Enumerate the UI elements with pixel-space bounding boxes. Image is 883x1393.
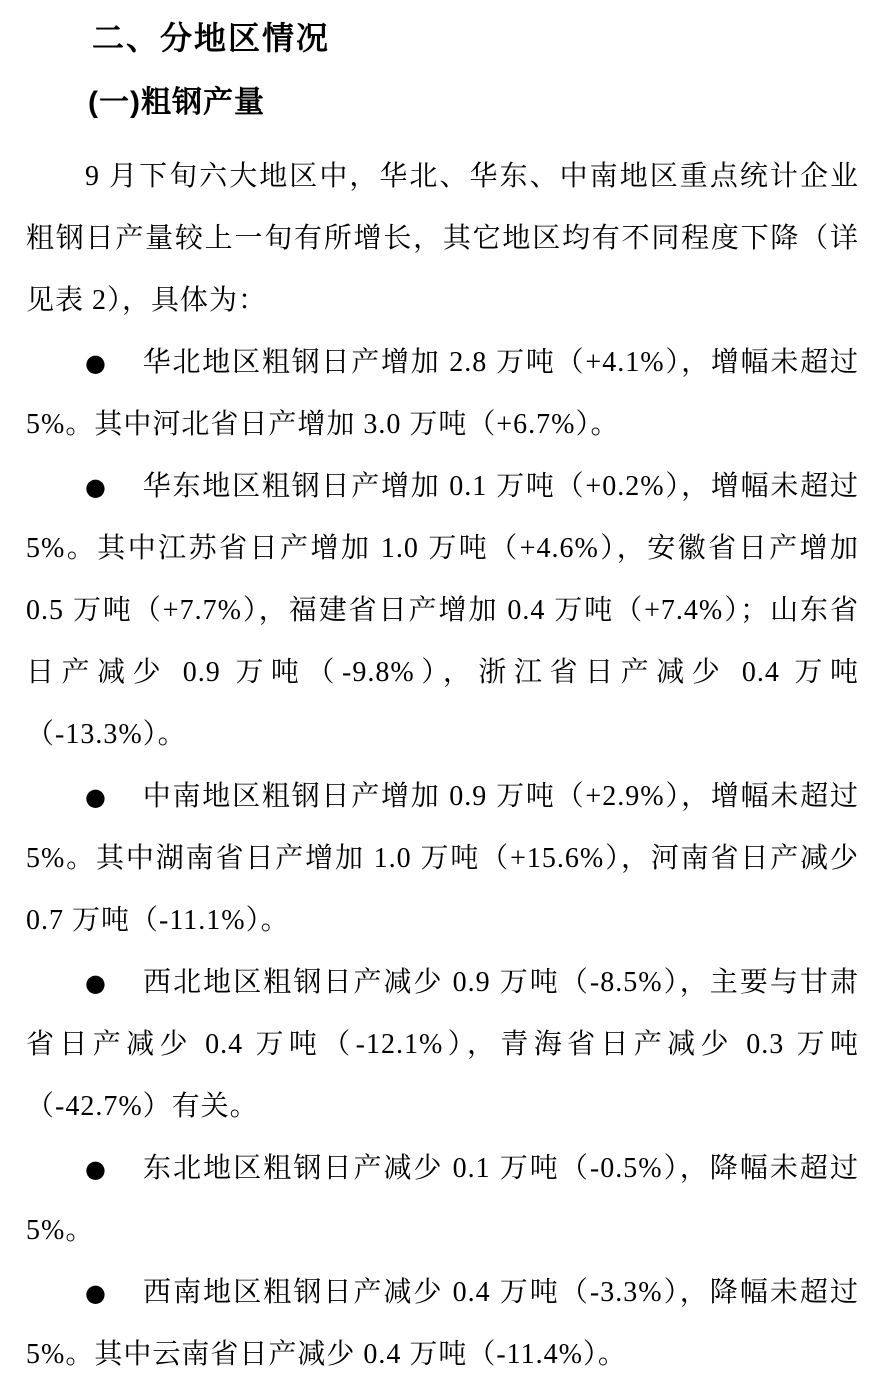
bullet-text: 华北地区粗钢日产增加 2.8 万吨（+4.1%），增幅未超过 5%。其中河北省日产增加 3.0 万吨（+6.7%）。	[26, 347, 859, 440]
bullet-text: 西南地区粗钢日产减少 0.4 万吨（-3.3%），降幅未超过 5%。其中云南省日产减少 0.4 万吨（-11.4%）。	[26, 1277, 859, 1370]
intro-paragraph: 9 月下旬六大地区中，华北、华东、中南地区重点统计企业粗钢日产量较上一旬有所增长，其它地区均有不同程度下降（详见表 2），具体为：	[26, 161, 859, 316]
bullet-text: 中南地区粗钢日产增加 0.9 万吨（+2.9%），增幅未超过 5%。其中湖南省日产增加 1.0 万吨（+15.6%），河南省日产减少 0.7 万吨（-11.1%）。	[26, 781, 859, 936]
bullet-item-east-china	[26, 456, 859, 766]
subsection-heading: (一)粗钢产量	[88, 86, 265, 119]
section-heading: 二、分地区情况	[92, 20, 331, 56]
bullet-icon: ●	[85, 783, 107, 811]
bullet-item-north-china	[26, 332, 859, 456]
bullet-item-central-south	[26, 766, 859, 952]
bullet-text: 东北地区粗钢日产减少 0.1 万吨（-0.5%），降幅未超过 5%。	[26, 1153, 859, 1246]
bullet-icon: ●	[85, 1279, 108, 1307]
bullet-item-southwest	[26, 1262, 859, 1386]
bullet-icon: ●	[85, 349, 107, 377]
bullet-icon: ●	[85, 969, 108, 997]
bullet-item-northwest	[26, 952, 859, 1138]
bullet-icon: ●	[85, 473, 107, 501]
bullet-item-northeast	[26, 1138, 859, 1262]
bullet-text: 华东地区粗钢日产增加 0.1 万吨（+0.2%），增幅未超过 5%。其中江苏省日产增加 1.0 万吨（+4.6%），安徽省日产增加 0.5 万吨（+7.7%），福建省日产增加 0.4 万吨（+7.4%）；山东省日产减少 0.9 万吨（-9.8%），浙江省日产减少 0.4 万吨（-13.3%）。	[26, 471, 859, 750]
bullet-icon: ●	[85, 1155, 108, 1183]
bullet-text: 西北地区粗钢日产减少 0.9 万吨（-8.5%），主要与甘肃省日产减少 0.4 万吨（-12.1%），青海省日产减少 0.3 万吨（-42.7%）有关。	[26, 967, 859, 1122]
